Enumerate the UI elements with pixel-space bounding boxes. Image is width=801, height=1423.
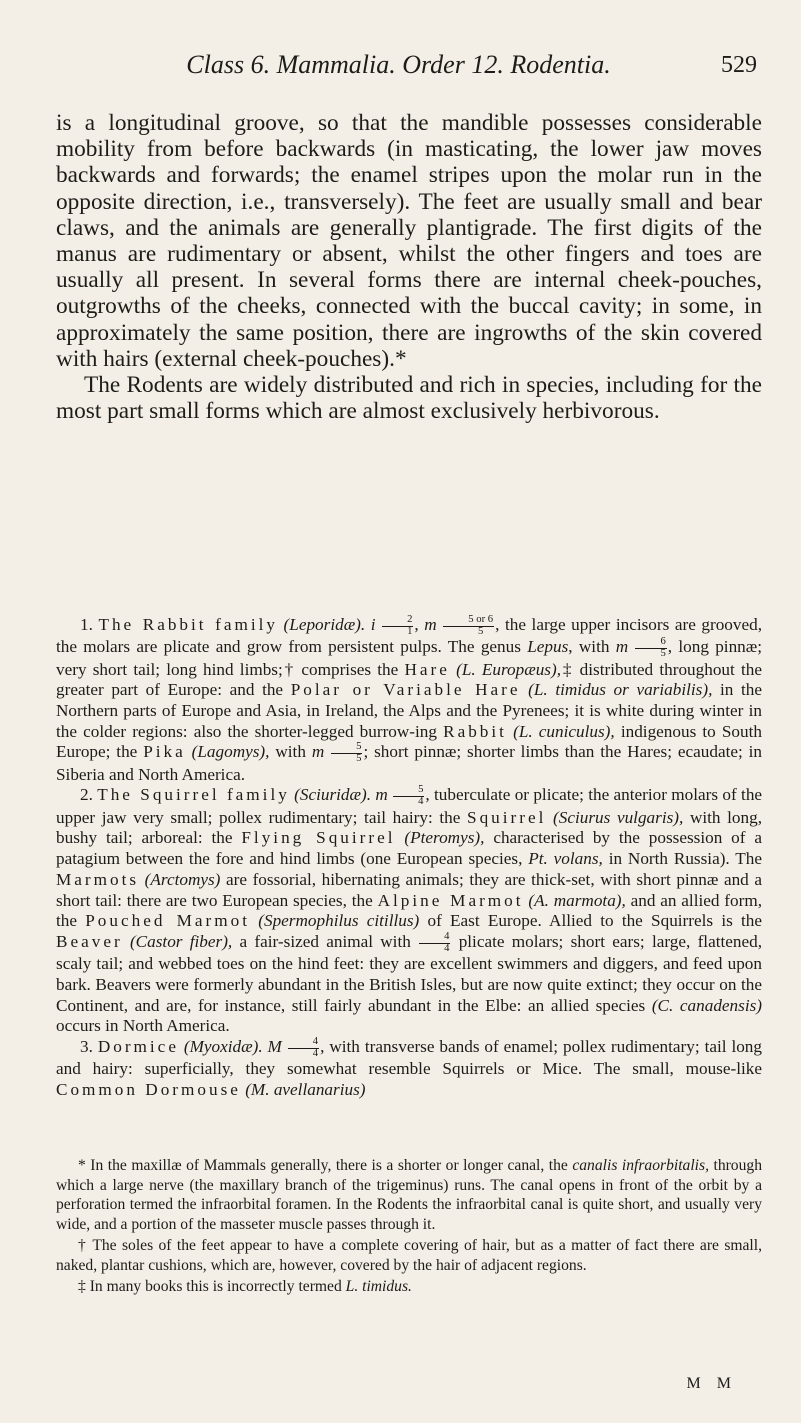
paragraph-jaw-description: is a longitudinal groove, so that the mandible possesses considerable mobility from before backwards (in masticating, the lower jaw moves backwards and forwards; the enamel stripes upon the molar run in the opposite direction, i.e., transversely). The feet are usually small and bear claws, and the animals are generally plantigrade. The first digits of the manus are rudimentary or absent, whilst the other fingers and toes are usually all present. In several forms there are internal cheek-pouches, outgrowths of the cheeks, connected with the buccal cavity; in some, in approximately the same position, there are ingrowths of the skin covered with hairs (external cheek-pouches).*	[56, 110, 762, 372]
dental-fraction: $\frac{5 or 6}{5}$	[443, 615, 494, 637]
signature-mark: M M	[686, 1375, 737, 1392]
species-name: Squirrel	[467, 807, 547, 827]
genus-name: Lepus	[527, 637, 569, 657]
running-head: Class 6. Mammalia. Order 12. Rodentia.	[186, 50, 611, 79]
species-name: Polar or Variable Hare	[290, 680, 521, 700]
species-name: Rabbit	[443, 721, 507, 741]
species-name: Hare	[404, 659, 450, 679]
latin-name: (Myoxidæ).	[183, 1037, 263, 1057]
dental-fraction: $\frac{4}{4}$	[419, 932, 450, 954]
family-descriptions	[56, 615, 762, 1101]
footnote-asterisk: * In the maxillæ of Mammals generally, there is a shorter or longer canal, the canalis infraorbitalis, through which a large nerve (the maxillary branch of the trigeminus) runs. The canal opens in front of the orbit by a perforation termed the infraorbital foramen. In the Rodents the infraorbital canal is quite short, and usually very wide, and a portion of the masseter muscle passes through it.	[56, 1157, 762, 1233]
dental-fraction: $\frac{6}{5}$	[635, 637, 666, 659]
species-name: Marmots	[56, 869, 140, 889]
section-number: 3.	[80, 1037, 93, 1057]
footnote-dagger: † The soles of the feet appear to have a complete covering of hair, but as a matter of fact there are small, naked, plantar cushions, which are, however, covered by the hair of adjacent regions.	[56, 1237, 762, 1274]
footnote-double-dagger: ‡ In many books this is incorrectly termed L. timidus.	[78, 1278, 412, 1295]
dental-fraction: $\frac{2}{1}$	[382, 615, 413, 637]
formula-label: i	[370, 615, 376, 635]
species-name: Flying Squirrel	[241, 828, 396, 848]
family-name: The Rabbit family	[98, 615, 278, 635]
section-number: 1.	[80, 615, 93, 635]
formula-label: m	[424, 615, 437, 635]
section-squirrel-family: 2. The Squirrel family (Sciuridæ). m $\frac{5}{4}$ , tuberculate or plicate; the anterior molars of the upper jaw very small; pollex rudimentary; tail hairy: the Squirrel (Sciurus vulgaris), with long, bushy tail; arboreal: the Flying Squirrel (Pteromys), characterised by the possession of a patagium between the fore and hind limbs (one European species, Pt. volans, in North Russia). The Marmots (Arctomys) are fossorial, hibernating animals; they are thick-set, with short pinnæ and a short tail: there are two European species, the Alpine Marmot (A. marmota), and an allied form, the Pouched Marmot (Spermophilus citillus) of East Europe. Allied to the Squirrels is the Beaver (Castor fiber), a fair-sized animal with $\frac{4}{4}$ plicate molars; short ears; large, flattened, scaly tail; and webbed toes on the hind feet: they are excellent swimmers and diggers, and feed upon bark. Beavers were formerly abundant in the British Isles, but are now quite extinct; they occur on the Continent, and are, for instance, still fairly abundant in the Elbe: an allied species (C. canadensis) occurs in North America.	[56, 784, 763, 1036]
family-name: Dormice	[97, 1037, 179, 1057]
section-dormice: 3. Dormice (Myoxidæ). M $\frac{4}{4}$ , with transverse bands of enamel; pollex rudimentary; tail long and hairy: superficially, they somewhat resemble Squirrels or Mice. The small, mouse-like Common Dormouse (M. avellanarius)	[56, 1036, 762, 1100]
footnotes	[56, 1156, 762, 1299]
section-number: 2.	[80, 785, 93, 805]
family-name: The Squirrel family	[97, 785, 290, 805]
species-name: Common Dormouse	[56, 1080, 241, 1100]
section-rabbit-family: 1. The Rabbit family (Leporidæ). i $\frac{2}{1}$ , m $\frac{5 or 6}{5}$ , the large upper incisors are grooved, the molars are plicate and grow from persistent pulps. The genus Lepus, with m $\frac{6}{5}$ , long pinnæ; very short tail; long hind limbs;† comprises the Hare (L. Europæus),‡ distributed throughout the greater part of Europe: and the Polar or Variable Hare (L. timidus or variabilis), in the Northern parts of Europe and Asia, in Ireland, the Alps and the Pyrenees; it is white during winter in the colder regions: also the shorter-legged burrow-ing Rabbit (L. cuniculus), indigenous to South Europe; the Pika (Lagomys), with m $\frac{5}{5}$ ; short pinnæ; shorter limbs than the Hares; ecaudate; in Siberia and North America.	[56, 614, 763, 784]
latin-name: (Sciuridæ).	[294, 785, 372, 805]
species-name: Pouched Marmot	[85, 911, 251, 931]
species-name: Alpine Marmot	[377, 890, 524, 910]
latin-name: (Leporidæ).	[283, 615, 366, 635]
page-number: 529	[721, 52, 757, 78]
dental-fraction: $\frac{5}{5}$	[331, 742, 362, 764]
main-text	[56, 110, 762, 424]
paragraph-distribution: The Rodents are widely distributed and rich in species, including for the most part small forms which are almost exclusively herbivorous.	[56, 372, 762, 425]
dental-fraction: $\frac{5}{4}$	[393, 785, 424, 807]
dental-fraction: $\frac{4}{4}$	[288, 1037, 319, 1059]
page-header	[40, 50, 757, 90]
species-name: Beaver	[56, 932, 123, 952]
species-name: Pika	[143, 742, 186, 762]
